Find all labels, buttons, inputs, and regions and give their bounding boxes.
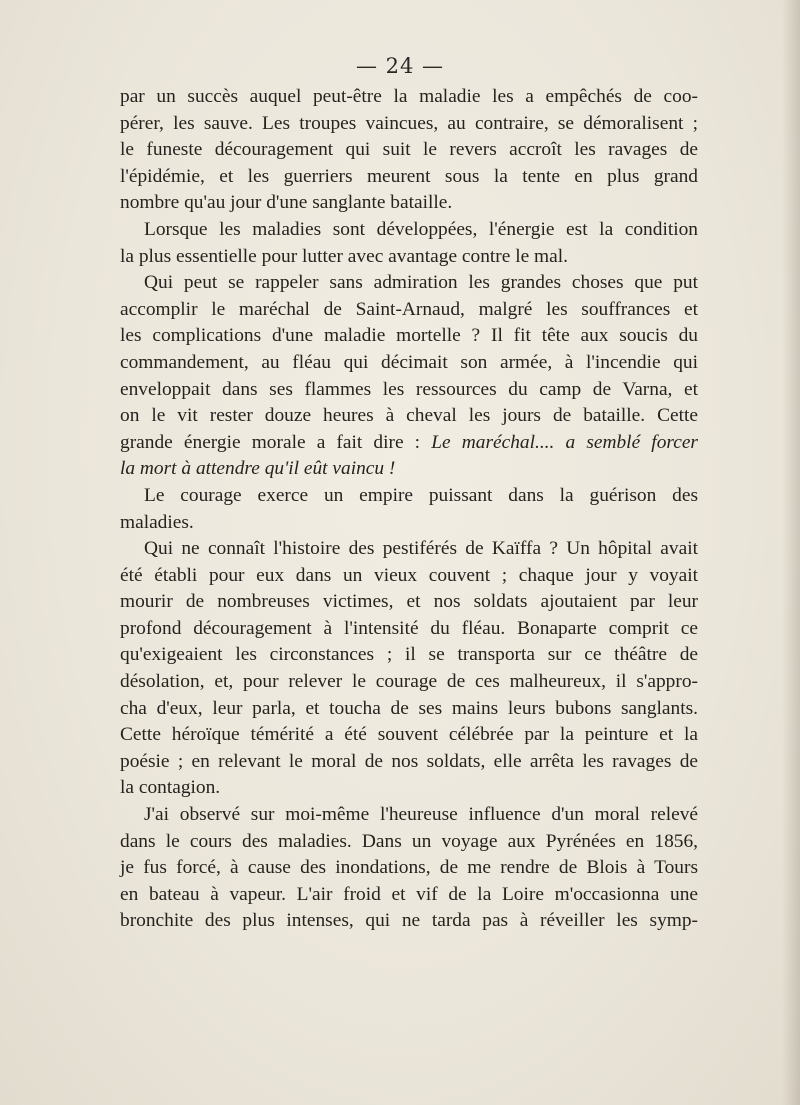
text-line: mourir de nombreuses victimes, et nos soldats ajoutaient par leur — [120, 591, 698, 613]
body-text — [120, 84, 698, 935]
text-line: l'épidémie, et les guerriers meurent sous la tente en plus grand — [120, 165, 698, 187]
text-line: Lorsque les maladies sont développées, l'énergie est la condition — [144, 218, 698, 240]
text-line: enveloppait dans ses flammes les ressources du camp de Varna, et — [120, 378, 698, 400]
text-line: nombre qu'au jour d'une sanglante bataille. — [120, 192, 453, 214]
text-line: en bateau à vapeur. L'air froid et vif de la Loire m'occasionna une — [120, 883, 698, 905]
text-line: la plus essentielle pour lutter avec avantage contre le mal. — [120, 245, 568, 267]
text-segment: grande énergie morale a fait dire : — [120, 431, 421, 453]
text-line: pérer, les sauve. Les troupes vaincues, au contraire, se démoralisent ; — [120, 112, 698, 134]
text-line: maladies. — [120, 511, 194, 533]
text-line: le funeste découragement qui suit le revers accroît les ravages de — [120, 139, 698, 161]
text-line: commandement, au fléau qui décimait son armée, à l'incendie qui — [120, 351, 698, 373]
text-line: J'ai observé sur moi-même l'heureuse influence d'un moral relevé — [144, 804, 698, 826]
italic-quote: Le maréchal.... a semblé forcer — [431, 431, 698, 453]
page-edge-shadow — [782, 0, 800, 1105]
text-line: été établi pour eux dans un vieux couvent ; chaque jour y voyait — [120, 564, 698, 586]
text-line: Qui ne connaît l'histoire des pestiférés de Kaïffa ? Un hôpital avait — [144, 538, 698, 560]
text-line-with-quote — [120, 430, 698, 457]
text-line: qu'exigeaient les circonstances ; il se transporta sur ce théâtre de — [120, 644, 698, 666]
text-line: profond découragement à l'intensité du fléau. Bonaparte comprit ce — [120, 617, 698, 639]
page-number: — 24 — — [355, 54, 445, 78]
text-line: on le vit rester douze heures à cheval les jours de bataille. Cette — [120, 405, 698, 427]
text-line: désolation, et, pour relever le courage de ces malheureux, il s'appro- — [120, 671, 698, 693]
text-line: dans le cours des maladies. Dans un voyage aux Pyrénées en 1856, — [120, 830, 698, 852]
text-line: les complications d'une maladie mortelle ? Il fit tête aux soucis du — [120, 325, 698, 347]
text-line: la contagion. — [120, 777, 221, 799]
text-line: Le courage exerce un empire puissant dans la guérison des — [144, 484, 698, 506]
text-line: poésie ; en relevant le moral de nos soldats, elle arrêta les ravages de — [120, 750, 698, 772]
text-line: bronchite des plus intenses, qui ne tarda pas à réveiller les symp- — [120, 910, 698, 932]
text-line: cha d'eux, leur parla, et toucha de ses mains leurs bubons sanglants. — [120, 697, 698, 719]
italic-text-line: la mort à attendre qu'il eût vaincu ! — [120, 458, 396, 480]
text-line: Qui peut se rappeler sans admiration les grandes choses que put — [144, 272, 698, 294]
text-line: je fus forcé, à cause des inondations, de me rendre de Blois à Tours — [120, 857, 698, 879]
text-line: Cette héroïque témérité a été souvent célébrée par la peinture et la — [120, 724, 698, 746]
text-line: par un succès auquel peut-être la maladie les a empêchés de coo- — [120, 86, 698, 107]
text-line: accomplir le maréchal de Saint-Arnaud, malgré les souffrances et — [120, 298, 698, 320]
